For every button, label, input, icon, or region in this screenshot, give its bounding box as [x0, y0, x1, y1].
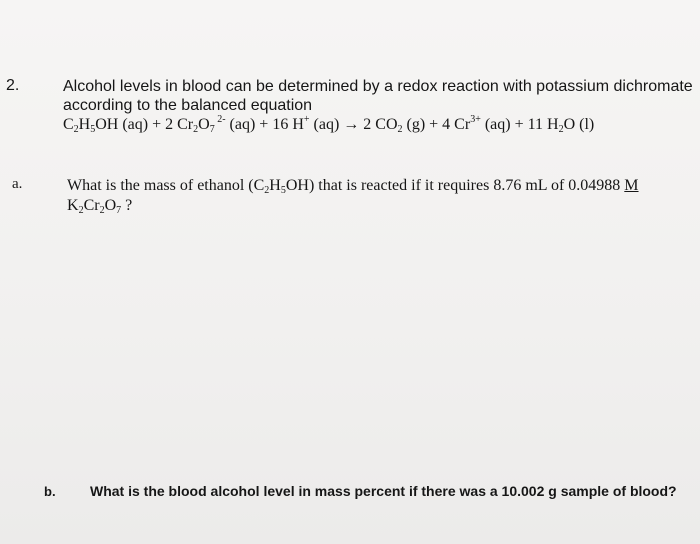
problem-number: 2.: [6, 77, 20, 94]
part-b-label: b.: [44, 484, 56, 499]
qa-text: Cr: [83, 197, 100, 214]
qa-text: K: [67, 197, 79, 214]
eq-sub: 2: [558, 124, 564, 135]
eq-text: C: [63, 116, 74, 133]
part-b-question: What is the blood alcohol level in mass percent if there was a 10.002 g sample of blood?: [90, 483, 677, 499]
eq-sub: 2: [73, 124, 79, 135]
problem-statement: [63, 77, 693, 134]
qa-text: What is the mass of ethanol (C: [67, 177, 265, 194]
eq-sub: 7: [209, 124, 215, 135]
balanced-equation: [63, 115, 693, 134]
qa-sub: 2: [264, 185, 270, 196]
intro-line-2: according to the balanced equation: [63, 97, 313, 114]
eq-text: (g) + 4 Cr: [402, 116, 471, 133]
eq-text: O (l): [563, 116, 595, 133]
qa-sub: 2: [78, 205, 84, 216]
qa-text: H: [269, 177, 281, 194]
molarity-unit: M: [624, 177, 639, 194]
qa-text: O: [104, 197, 117, 214]
eq-sub: 2: [193, 124, 199, 135]
part-a-label: a.: [12, 176, 23, 192]
eq-charge: +: [303, 114, 310, 125]
qa-sub: 2: [99, 205, 105, 216]
qa-text: OH) that is reacted if it requires 8.76 mL of 0.04988: [285, 177, 625, 194]
eq-text: (aq) + 11 H: [480, 116, 559, 133]
qa-text: ?: [121, 197, 133, 214]
eq-charge: 3+: [470, 114, 481, 125]
eq-charge: 2-: [214, 114, 226, 125]
intro-line-1: Alcohol levels in blood can be determined by a redox reaction with potassium dichromate: [63, 78, 693, 95]
eq-text: H: [78, 116, 91, 133]
eq-sub: 5: [90, 124, 96, 135]
eq-text: O: [198, 116, 210, 133]
part-a-question: [67, 176, 687, 216]
qa-sub: 5: [280, 185, 286, 196]
eq-text: OH (aq) + 2 Cr: [95, 116, 194, 133]
eq-sub: 2: [397, 124, 403, 135]
qa-sub: 7: [116, 205, 122, 216]
eq-text: (aq) → 2 CO: [309, 116, 398, 133]
eq-text: (aq) + 16 H: [225, 116, 304, 133]
